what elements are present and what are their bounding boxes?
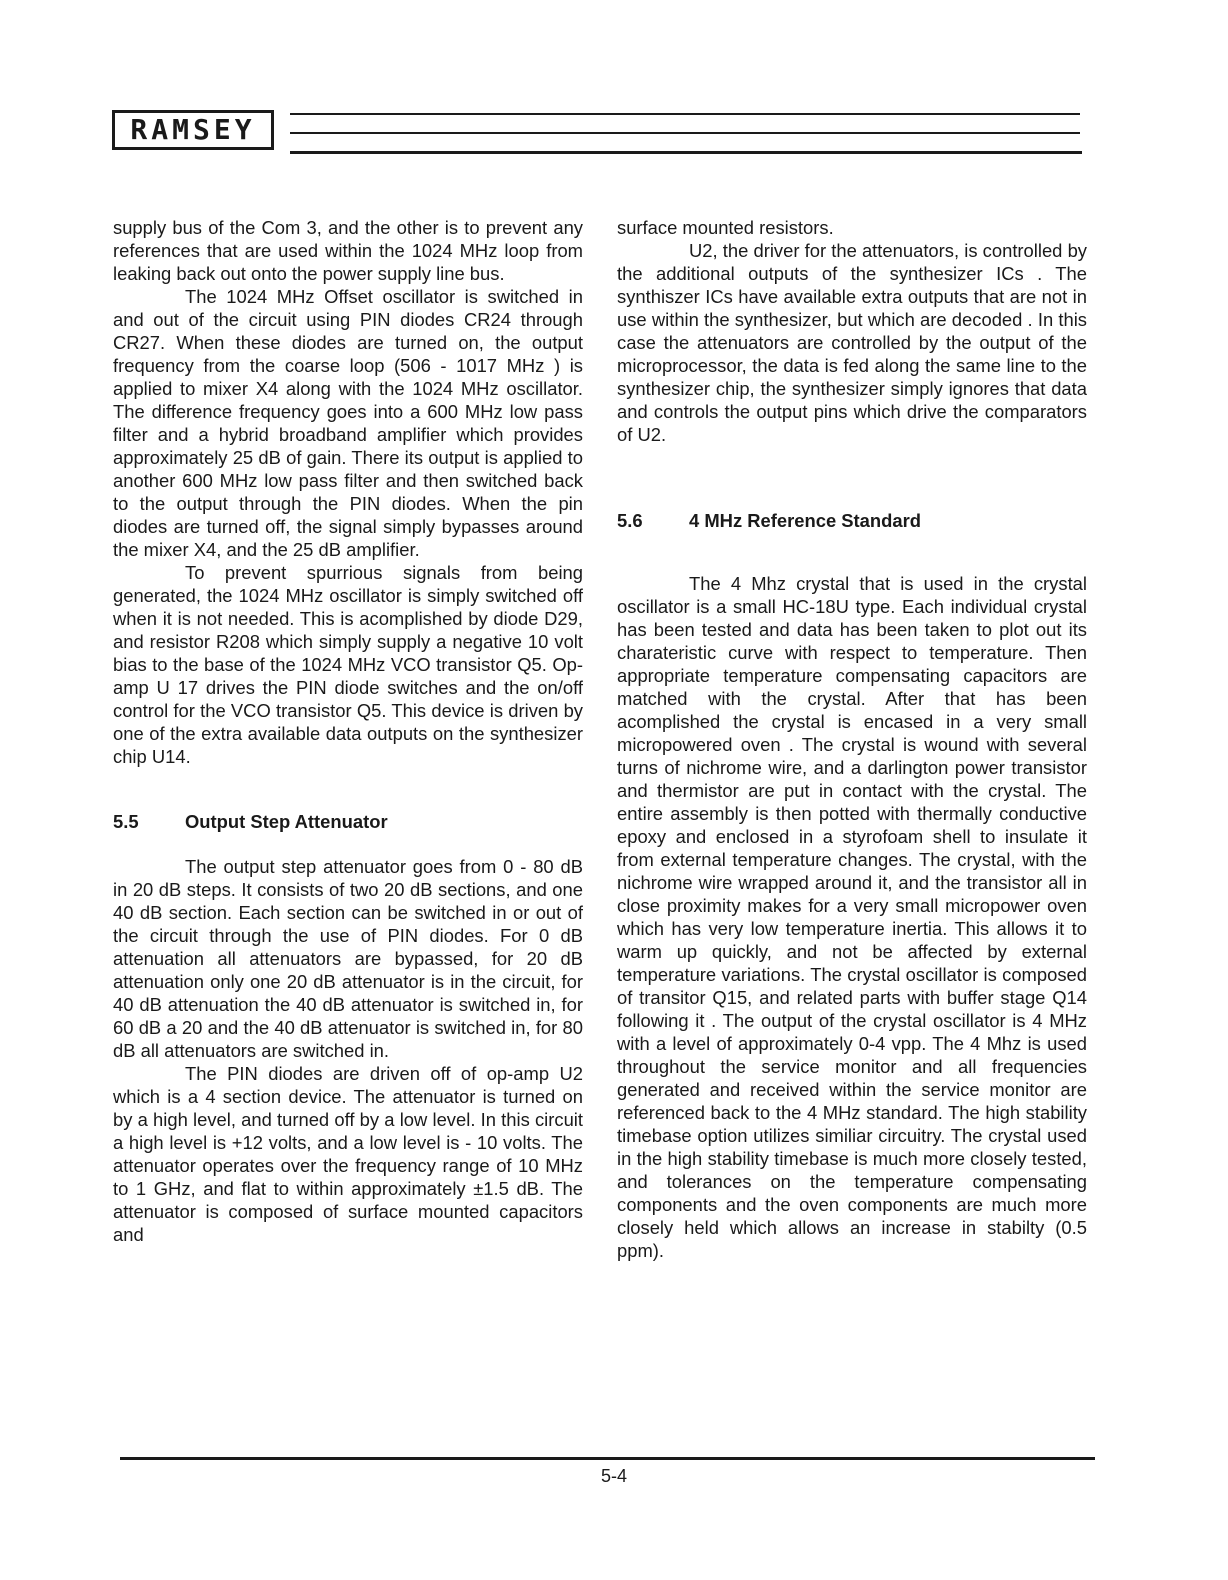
header-rule-middle — [290, 132, 1080, 134]
logo-text: RAMSEY — [130, 113, 256, 146]
left-paragraph-1: supply bus of the Com 3, and the other is to prevent any references that are used within the 1024 MHz loop from leaking back out onto the power supply line bus. — [113, 217, 583, 284]
section-5-6-title: 4 MHz Reference Standard — [689, 510, 921, 531]
left-column — [113, 216, 583, 1246]
section-5-6-heading — [617, 509, 1087, 532]
right-column — [617, 216, 1087, 1262]
header-rule-top — [290, 113, 1080, 115]
ramsey-logo — [112, 110, 274, 150]
left-paragraph-4: The output step attenuator goes from 0 - 80 dB in 20 dB steps. It consists of two 20 dB sections, and one 40 dB section. Each section can be switched in or out of the circuit through the use of PIN diodes. For 0 dB attenuation all attenuators are bypassed, for 20 dB attenuation only one 20 dB attenuator is in the circuit, for 40 dB attenuation the 40 dB attenuator is switched in, for 60 dB a 20 and the 40 dB attenuator is switched in, for 80 dB all attenuators are switched in. — [113, 856, 583, 1061]
section-5-5-heading — [113, 810, 583, 833]
section-5-5-number: 5.5 — [113, 811, 139, 832]
section-5-5-title: Output Step Attenuator — [185, 811, 388, 832]
footer-rule — [120, 1457, 1095, 1460]
left-paragraph-5: The PIN diodes are driven off of op-amp U2 which is a 4 section device. The attenuator is turned on by a high level, and turned off by a low level. In this circuit a high level is +12 volts, and a low level is - 10 volts. The attenuator operates over the frequency range of 10 MHz to 1 GHz, and flat to within approximately ±1.5 dB. The attenuator is composed of surface mounted capacitors and — [113, 1063, 583, 1245]
right-paragraph-3: The 4 Mhz crystal that is used in the crystal oscillator is a small HC-18U type. Each individual crystal has been tested and data has been taken to plot out its charateristic curve with respect to temperature. Then appropriate temperature compensating capacitors are matched with the crystal. After that has been acomplished the crystal is encased in a very small micropowered oven . The crystal is wound with several turns of nichrome wire, and a darlington power transistor and thermistor are put in contact with the crystal. The entire assembly is then potted with thermally conductive epoxy and enclosed in a styrofoam shell to insulate it from external temperature changes. The crystal, with the nichrome wire wrapped around it, and the transistor all in close proximity makes for a very small micropower oven which has very low temperature inertia. This allows it to warm up quickly, and not be affected by external temperature variations. The crystal oscillator is composed of transitor Q15, and related parts with buffer stage Q14 following it . The output of the crystal oscillator is 4 MHz with a level of approximately 0-4 vpp. The 4 Mhz is used throughout the service monitor and all frequencies generated and received within the service monitor are referenced back to the 4 MHz standard. The high stability timebase option utilizes similiar circuitry. The crystal used in the high stability timebase is much more closely tested, and tolerances on the temperature compensating components and the oven components are much more closely held which allows an increase in stabilty (0.5 ppm). — [617, 573, 1087, 1261]
left-paragraph-3: To prevent spurrious signals from being generated, the 1024 MHz oscillator is simply switched off when it is not needed. This is acomplished by diode D29, and resistor R208 which simply supply a negative 10 volt bias to the base of the 1024 MHz VCO transistor Q5. Op-amp U 17 drives the PIN diode switches and the on/off control for the VCO transistor Q5. This device is driven by one of the extra available data outputs on the synthesizer chip U14. — [113, 562, 583, 767]
right-paragraph-2: U2, the driver for the attenuators, is controlled by the additional outputs of the synthesizer ICs . The synthiszer ICs have available extra outputs that are not in use within the synthesizer, but which are decoded . In this case the attenuators are controlled by the output of the microprocessor, the data is fed along the same line to the synthesizer chip, the synthesizer simply ignores that data and controls the output pins which drive the comparators of U2. — [617, 240, 1087, 445]
right-paragraph-1: surface mounted resistors. — [617, 217, 834, 238]
page-number: 5-4 — [600, 1466, 627, 1486]
section-5-6-number: 5.6 — [617, 510, 643, 531]
left-paragraph-2: The 1024 MHz Offset oscillator is switched in and out of the circuit using PIN diodes CR24 through CR27. When these diodes are turned on, the output frequency from the coarse loop (506 - 1017 MHz ) is applied to mixer X4 along with the 1024 MHz oscillator. The difference frequency goes into a 600 MHz low pass filter and a hybrid broadband amplifier which provides approximately 25 dB of gain. There its output is applied to another 600 MHz low pass filter and then switched back to the output through the PIN diodes. When the pin diodes are turned off, the signal simply bypasses around the mixer X4, and the 25 dB amplifier. — [113, 286, 583, 560]
header-rule-bottom — [290, 151, 1082, 154]
